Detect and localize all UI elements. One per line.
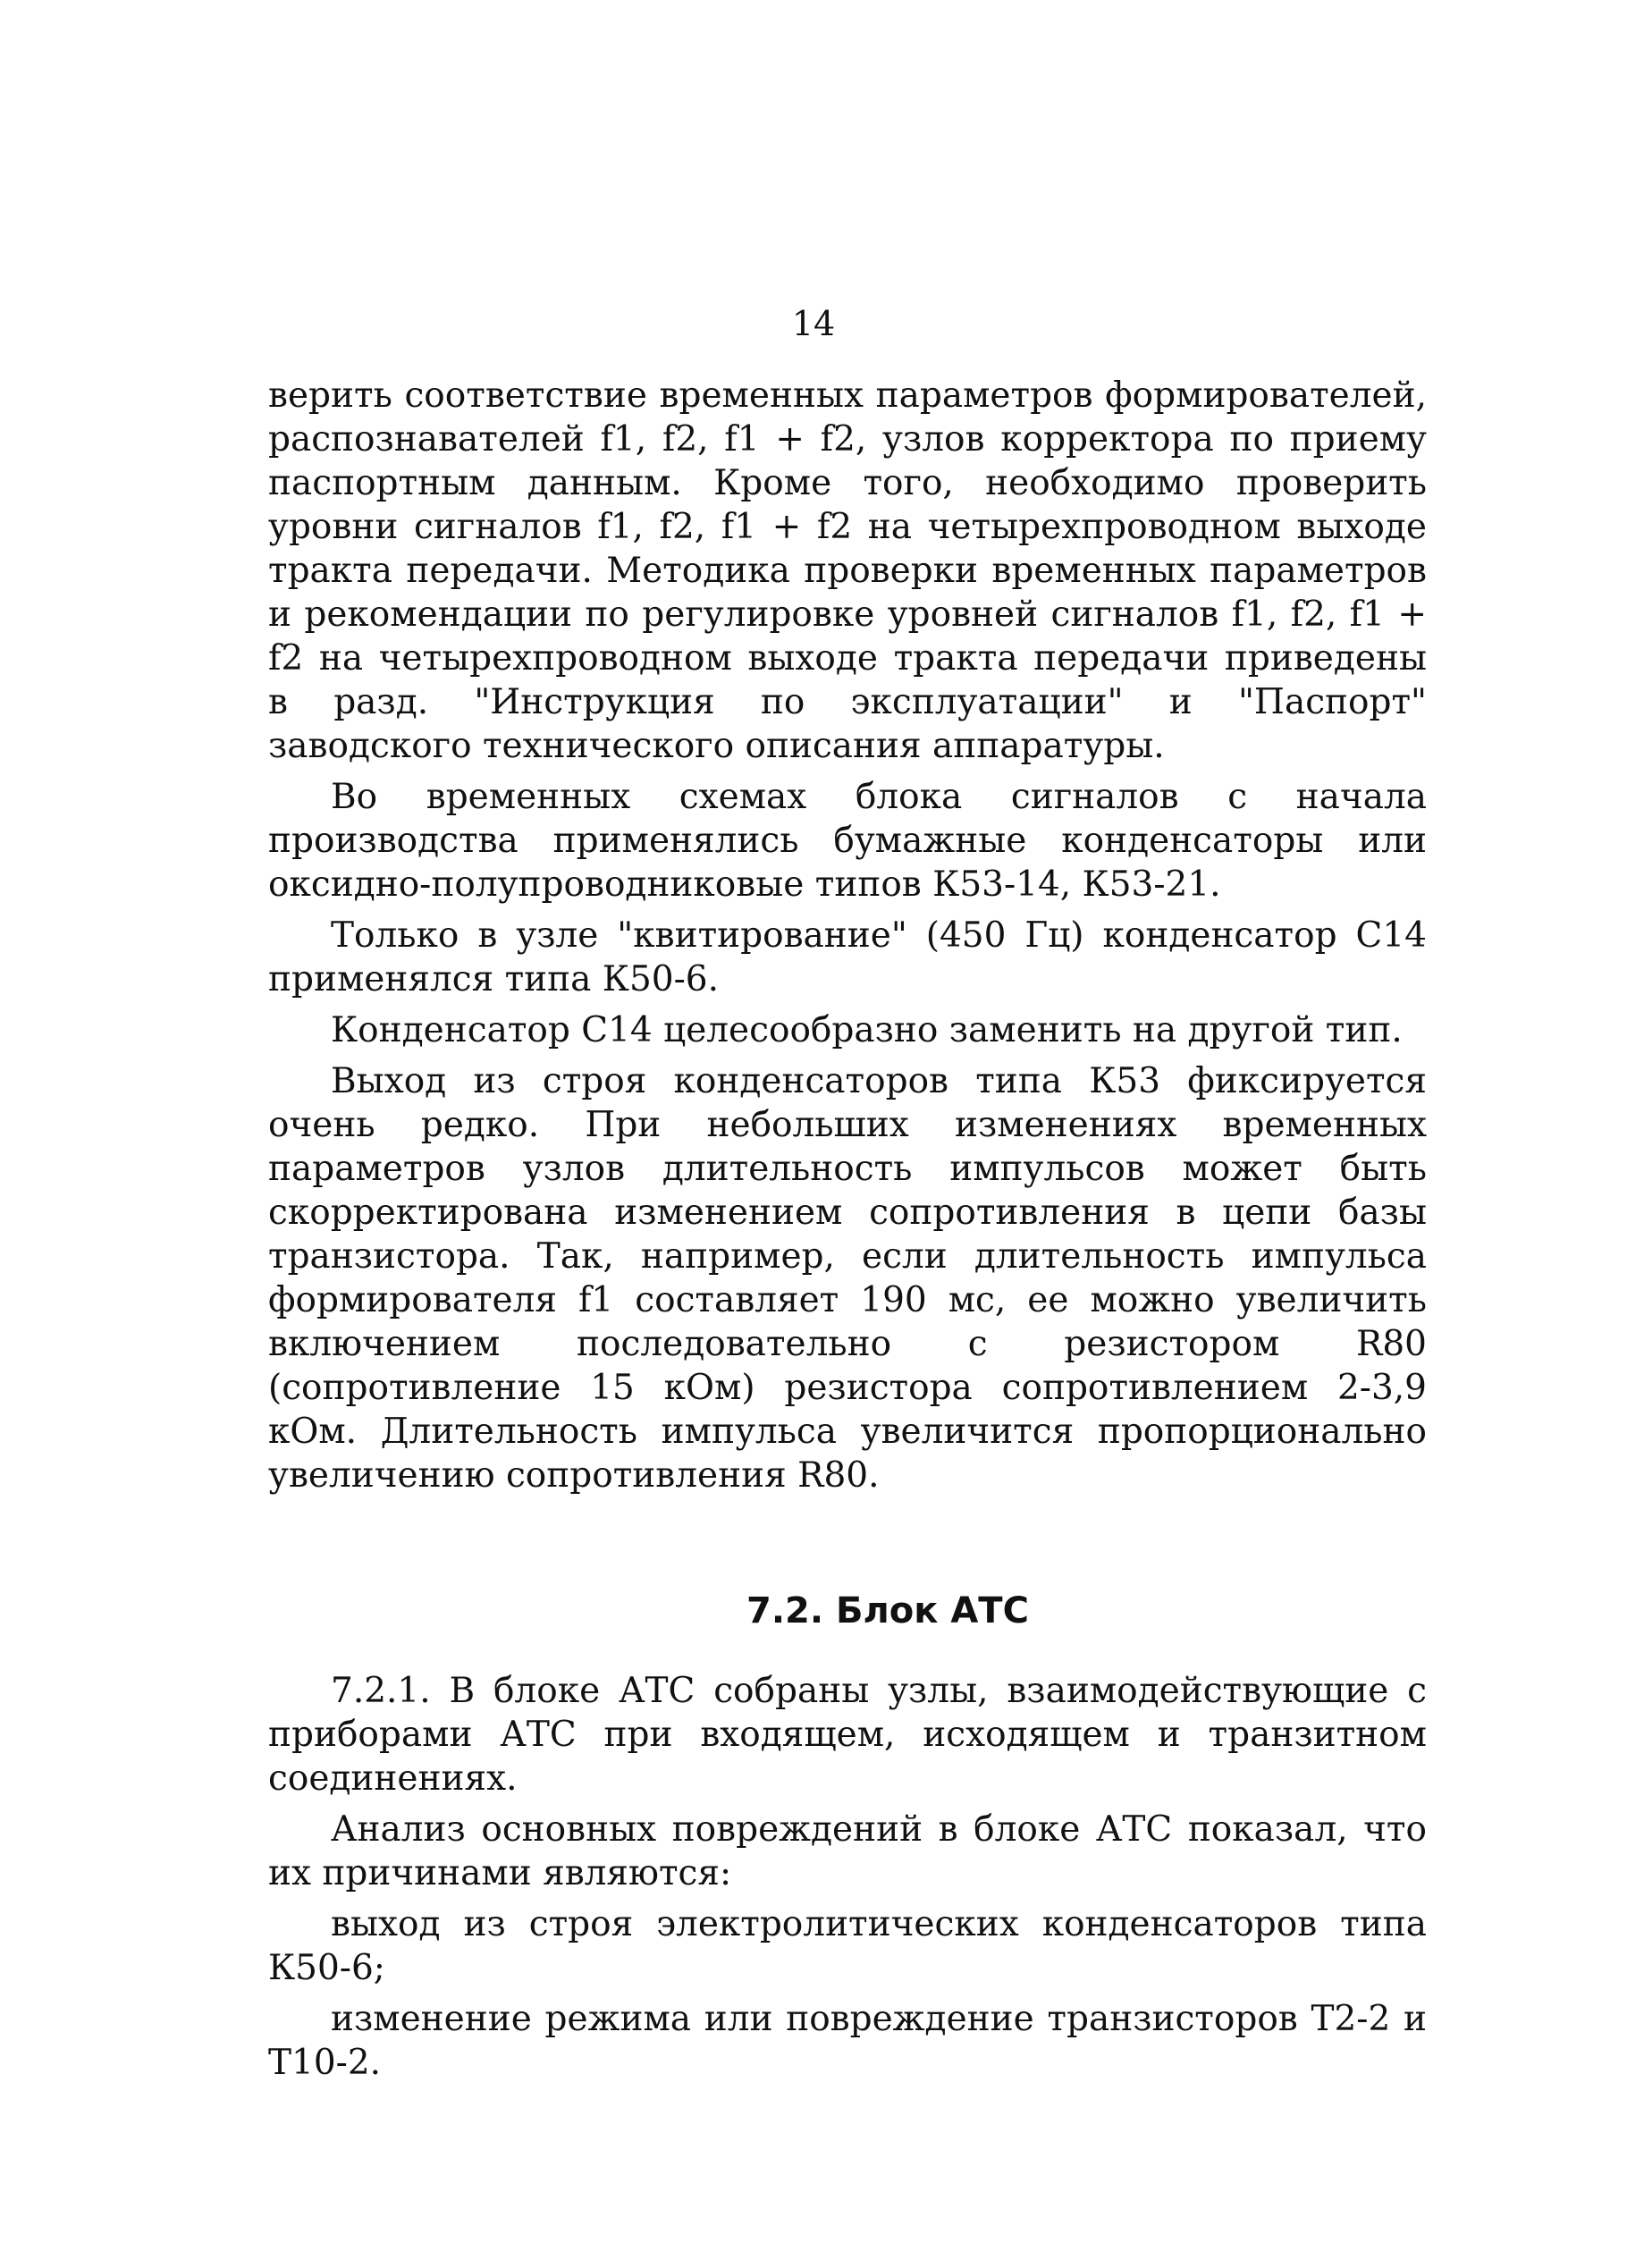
paragraph: Во временных схемах блока сигналов с начала производства применялись бумажные конденсаторы или оксидно-полупроводниковые типов К53-14, К53-21. [268,777,1427,905]
list-item: выход из строя электролитических конденсаторов типа К50-6; [268,1904,1427,1988]
paragraph: Конденсатор С14 целесообразно заменить на другой тип. [331,1010,1403,1050]
section-heading: 7.2. Блок АТС [746,1590,1029,1631]
paragraph: Только в узле "квитирование" (450 Гц) конденсатор С14 применялся типа К50-6. [268,915,1427,999]
section-paragraph: Анализ основных повреждений в блоке АТС показал, что их причинами являются: [268,1809,1427,1893]
page-number: 14 [791,304,836,343]
paragraph: верить соответствие временных параметров формирователей, распознавателей f1, f2, f1 + f2, узлов корректора по приему паспортным данным. Кроме того, необходимо проверить уровни сигналов f1, f2, f1 + f2 на четырехпроводном выходе тракта передачи. Методика проверки временных параметров и рекомендации по регулировке уровней сигналов f1, f2, f1 + f2 на четырехпроводном выходе тракта передачи приведены в разд. "Инструкция по эксплуатации" и "Паспорт" заводского технического описания аппаратуры. [268,375,1427,766]
page-body [268,374,1427,2085]
list-item: изменение режима или повреждение транзисторов Т2-2 и Т10-2. [268,1999,1427,2083]
section-paragraph: 7.2.1. В блоке АТС собраны узлы, взаимодействующие с приборами АТС при входящем, исходящем и транзитном соединениях. [268,1671,1427,1799]
paragraph: Выход из строя конденсаторов типа К53 фиксируется очень редко. При небольших изменениях временных параметров узлов длительность импульсов может быть скорректирована изменением сопротивления в цепи базы транзистора. Так, например, если длительность импульса формирователя f1 составляет 190 мс, ее можно увеличить включением последовательно с резистором R80 (сопротивление 15 кОм) резистора сопротивлением 2-3,9 кОм. Длительность импульса увеличится пропорционально увеличению сопротивления R80. [268,1061,1427,1496]
